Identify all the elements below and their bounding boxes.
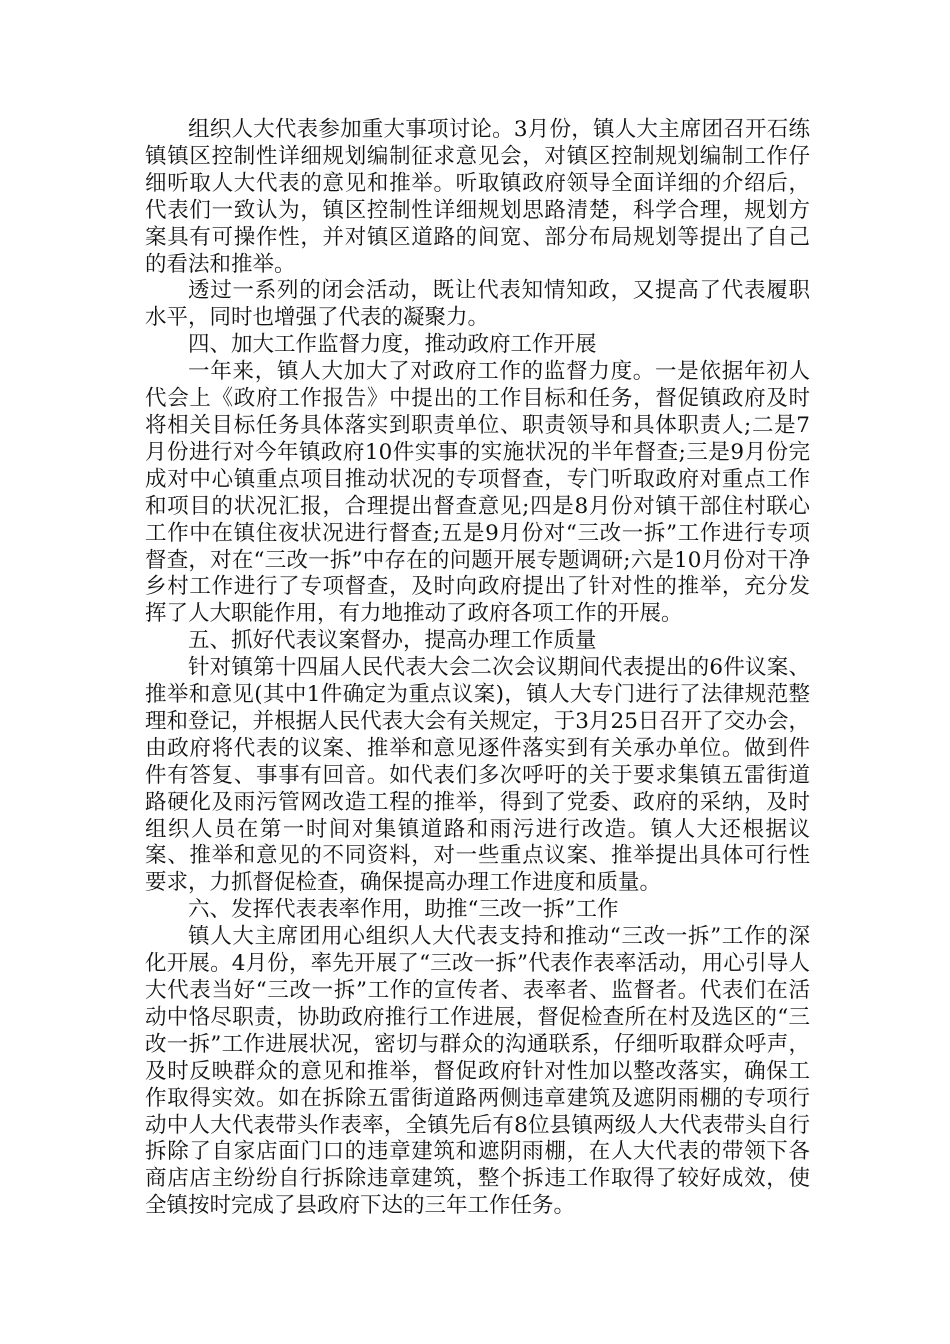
section-heading-supervision: 四、加大工作监督力度，推动政府工作开展	[188, 332, 597, 358]
document-page	[145, 117, 810, 1220]
section-heading-exemplary-role: 六、发挥代表表率作用，助推“三改一拆”工作	[188, 897, 619, 923]
paragraph-proposals: 针对镇第十四届人民代表大会二次会议期间代表提出的6件议案、推举和意见(其中1件确定为重点议案)，镇人大专门进行了法律规范整理和登记，并根据人民代表大会有关规定，于3月25日召开了交办会，由政府将代表的议案、推举和意见逐件落实到有关承办单位。做到件件有答复、事事有回音。如代表们多次呼吁的关于要求集镇五雷街道路硬化及雨污管网改造工程的推举，得到了党委、政府的采纳，及时组织人员在第一时间对集镇道路和雨污进行改造。镇人大还根据议案、推举和意见的不同资料，对一些重点议案、推举提出具体可行性要求，力抓督促检查，确保提高办理工作进度和质量。	[145, 655, 810, 896]
paragraph-major-issues-discussion: 组织人大代表参加重大事项讨论。3月份，镇人大主席团召开石练镇镇区控制性详细规划编制征求意见会，对镇区控制规划编制工作仔细听取人大代表的意见和推举。听取镇政府领导全面详细的介绍后，代表们一致认为，镇区控制性详细规划思路清楚，科学合理，规划方案具有可操作性，并对镇区道路的间宽、部分布局规划等提出了自己的看法和推举。	[145, 117, 810, 277]
paragraph-exemplary-role: 镇人大主席团用心组织人大代表支持和推动“三改一拆”工作的深化开展。4月份，率先开展了“三改一拆”代表作表率活动，用心引导人大代表当好“三改一拆”工作的宣传者、表率者、监督者。代表们在活动中恪尽职责，协助政府推行工作进展，督促检查所在村及选区的“三改一拆”工作进展状况，密切与群众的沟通联系，仔细听取群众呼声，及时反映群众的意见和推举，督促政府针对性加以整改落实，确保工作取得实效。如在拆除五雷街道路两侧违章建筑及遮阴雨棚的专项行动中人大代表带头作表率，全镇先后有8位县镇两级人大代表带头自行拆除了自家店面门口的违章建筑和遮阴雨棚，在人大代表的带领下各商店店主纷纷自行拆除违章建筑，整个拆违工作取得了较好成效，使全镇按时完成了县政府下达的三年工作任务。	[145, 924, 810, 1219]
paragraph-recess-activities: 透过一系列的闭会活动，既让代表知情知政，又提高了代表履职水平，同时也增强了代表的凝聚力。	[145, 278, 810, 331]
section-heading-proposals: 五、抓好代表议案督办，提高办理工作质量	[188, 628, 597, 654]
paragraph-supervision: 一年来，镇人大加大了对政府工作的监督力度。一是依据年初人代会上《政府工作报告》中提出的工作目标和任务，督促镇政府及时将相关目标任务具体落实到职责单位、职责领导和具体职责人;二是7月份进行对今年镇政府10件实事的实施状况的半年督查;三是9月份完成对中心镇重点项目推动状况的专项督查，专门听取政府对重点工作和项目的状况汇报，合理提出督查意见;四是8月份对镇干部住村联心工作中在镇住夜状况进行督查;五是9月份对“三改一拆”工作进行专项督查，对在“三改一拆”中存在的问题开展专题调研;六是10月份对干净乡村工作进行了专项督查，及时向政府提出了针对性的推举，充分发挥了人大职能作用，有力地推动了政府各项工作的开展。	[145, 359, 810, 627]
